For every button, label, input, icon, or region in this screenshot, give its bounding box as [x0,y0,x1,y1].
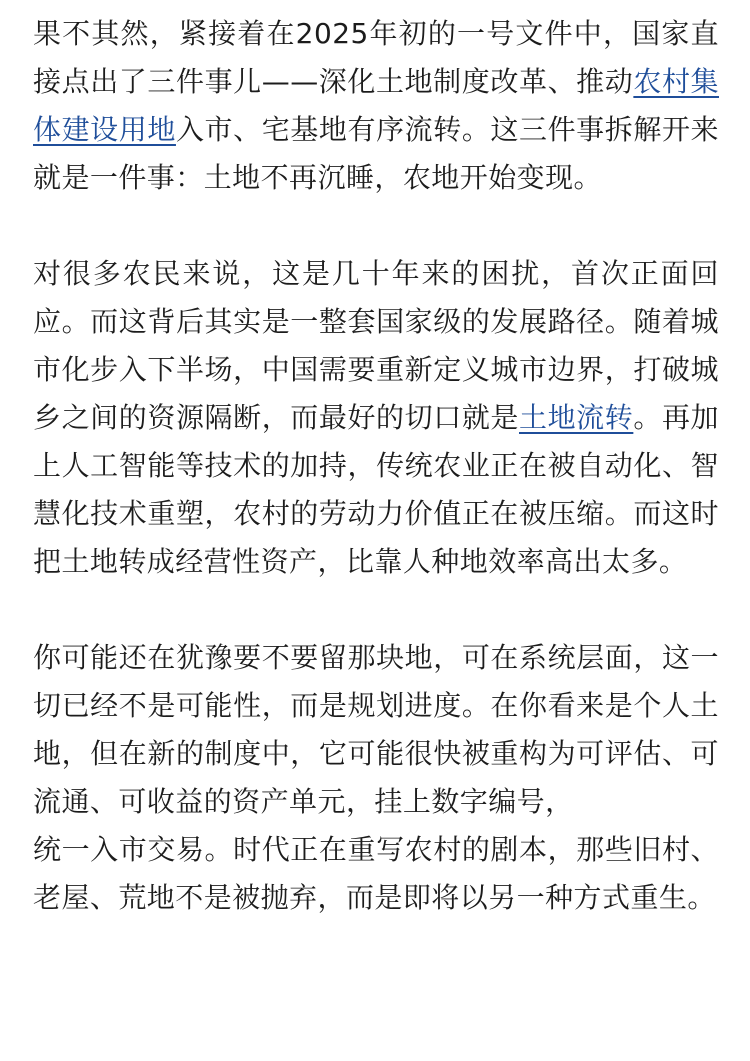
paragraph-3-text-b: 统一入市交易。时代正在重写农村的剧本，那些旧村、老屋、荒地不是被抛弃，而是即将以另一种方式重生。 [33,833,719,914]
paragraph-2-text-a: 对很多农民来说，这是几十年来的困扰，首次正面回应。而这背后其实是一整套国家级的发展路径。随着城市化步入下半场，中国需要重新定义城市边界，打破城乡之间的资源隔断，而最好的切口就是 [33,257,719,434]
link-rural-collective-construction-land[interactable]: 农村集体建设用地 [33,65,719,146]
link-land-transfer[interactable]: 土地流转 [519,401,634,434]
paragraph-1 [33,10,719,202]
article-body [33,10,719,922]
paragraph-2-text-b: 。再加上人工智能等技术的加持，传统农业正在被自动化、智慧化技术重塑，农村的劳动力价值正在被压缩。而这时把土地转成经营性资产，比靠人种地效率高出太多。 [33,401,719,578]
paragraph-3-text-a: 你可能还在犹豫要不要留那块地，可在系统层面，这一切已经不是可能性，而是规划进度。在你看来是个人土地，但在新的制度中，它可能很快被重构为可评估、可流通、可收益的资产单元，挂上数字编号， [33,641,719,818]
paragraph-3 [33,634,719,922]
paragraph-1-text-b: 入市、宅基地有序流转。这三件事拆解开来就是一件事：土地不再沉睡，农地开始变现。 [33,113,719,194]
paragraph-2 [33,250,719,586]
paragraph-1-text-a: 果不其然，紧接着在2025年初的一号文件中，国家直接点出了三件事儿——深化土地制度改革、推动 [33,17,719,98]
